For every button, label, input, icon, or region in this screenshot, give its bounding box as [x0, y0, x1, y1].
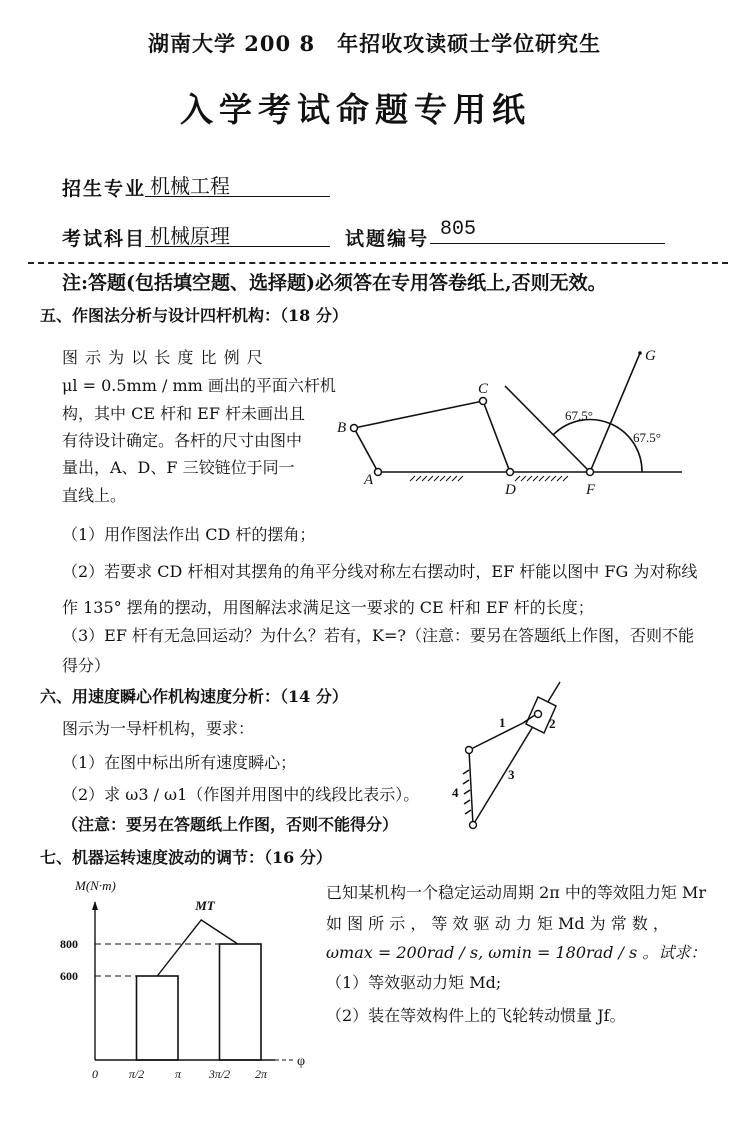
q7-title: 七、机器运转速度波动的调节：（16 分） [40, 848, 332, 867]
q6-item: （2）求 ω3 / ω1（作图并用图中的线段比表示）。 [62, 785, 420, 804]
q5-para-line: 直线上。 [62, 486, 127, 505]
label-F: F [586, 482, 596, 498]
q5-para-line: 量出，A、D、F 三铰链位于同一 [62, 458, 295, 477]
x-tick-label: 3π/2 [208, 1067, 231, 1081]
y-tick-label: 600 [60, 969, 78, 983]
link-label-2: 2 [549, 716, 556, 731]
torque-chart [60, 878, 305, 1081]
q5-para-line: 有待设计确定。各杆的尺寸由图中 [62, 431, 303, 450]
subject-value: 机械原理 [150, 224, 230, 248]
label-D: D [505, 482, 516, 498]
q7-text: 已知某机构一个稳定运动周期 2π 中的等效阻力矩 Mr [326, 883, 706, 902]
y-tick-label: 800 [60, 937, 78, 951]
q6-intro: 图示为一导杆机构，要求： [62, 719, 255, 738]
q6-note: （注意：要另在答题纸上作图，否则不能得分） [62, 815, 399, 834]
q5-item: 得分） [62, 656, 111, 675]
q5-item: （3）EF 杆有无急回运动？为什么？若有，K=?（注意：要另在答题纸上作图，否则不能 [62, 626, 694, 645]
q5-para-line: 构，其中 CE 杆和 EF 杆未画出且 [62, 404, 306, 423]
bar-mr [137, 976, 179, 1060]
x-tick-label: π/2 [128, 1067, 145, 1081]
notice: 注:答题(包括填空题、选择题)必须答在专用答卷纸上,否则无效。 [62, 272, 607, 294]
q5-para-line: 图 示 为 以 长 度 比 例 尺 [62, 348, 264, 367]
link-label-3: 3 [508, 767, 515, 782]
label-B: B [337, 420, 347, 436]
code-label: 试题编号 [345, 228, 430, 250]
q7-text: 如 图 所 示 ， 等 效 驱 动 力 矩 Md 为 常 数 ， [326, 914, 669, 933]
q5-item: （1）用作图法作出 CD 杆的摆角； [62, 525, 316, 544]
label-G: G [645, 348, 656, 364]
subject-label: 考试科目 [62, 228, 147, 250]
q5-para-line: μl = 0.5mm / mm 画出的平面六杆机 [62, 376, 336, 395]
q7-text: ωmax = 200rad / s, ωmin = 180rad / s 。试求： [326, 943, 707, 962]
x-tick-label: 0 [92, 1067, 98, 1081]
major-value: 机械工程 [150, 174, 230, 198]
major-label: 招生专业 [62, 178, 147, 200]
x-tick-label: π [174, 1067, 182, 1081]
q6-title: 六、用速度瞬心作机构速度分析：（14 分） [40, 687, 348, 706]
label-A: A [364, 472, 374, 488]
angle-label: 67.5° [633, 430, 661, 445]
q6-item: （1）在图中标出所有速度瞬心； [62, 753, 297, 772]
mt-label: MT [195, 898, 215, 913]
y-axis-label: M(N·m) [75, 878, 116, 893]
q5-item: （2）若要求 CD 杆相对其摆角的角平分线对称左右摆动时，EF 杆能以图中 FG 为对称线 [62, 562, 698, 581]
q5-title: 五、作图法分析与设计四杆机构：（18 分） [40, 306, 348, 325]
line-mt [157, 920, 238, 976]
bar-mr [220, 944, 262, 1060]
x-tick-label: 2π [254, 1067, 268, 1081]
link-label-1: 1 [499, 715, 506, 730]
label-C: C [478, 381, 489, 397]
q7-text: （2）装在等效构件上的飞轮转动惯量 Jf。 [326, 1006, 626, 1025]
q7-text: （1）等效驱动力矩 Md; [326, 973, 502, 992]
angle-label: 67.5° [565, 408, 593, 423]
link-label-4: 4 [452, 785, 459, 800]
q5-item: 作 135° 摆角的摆动，用图解法求满足这一要求的 CE 杆和 EF 杆的长度； [62, 598, 594, 617]
page-title: 入学考试命题专用纸 [180, 90, 531, 129]
y-axis-arrow [92, 901, 98, 910]
header-line: 湖南大学 200 8 年招收攻读硕士学位研究生 [148, 31, 602, 56]
x-axis-label: φ [297, 1054, 306, 1069]
code-value: 805 [440, 218, 477, 241]
